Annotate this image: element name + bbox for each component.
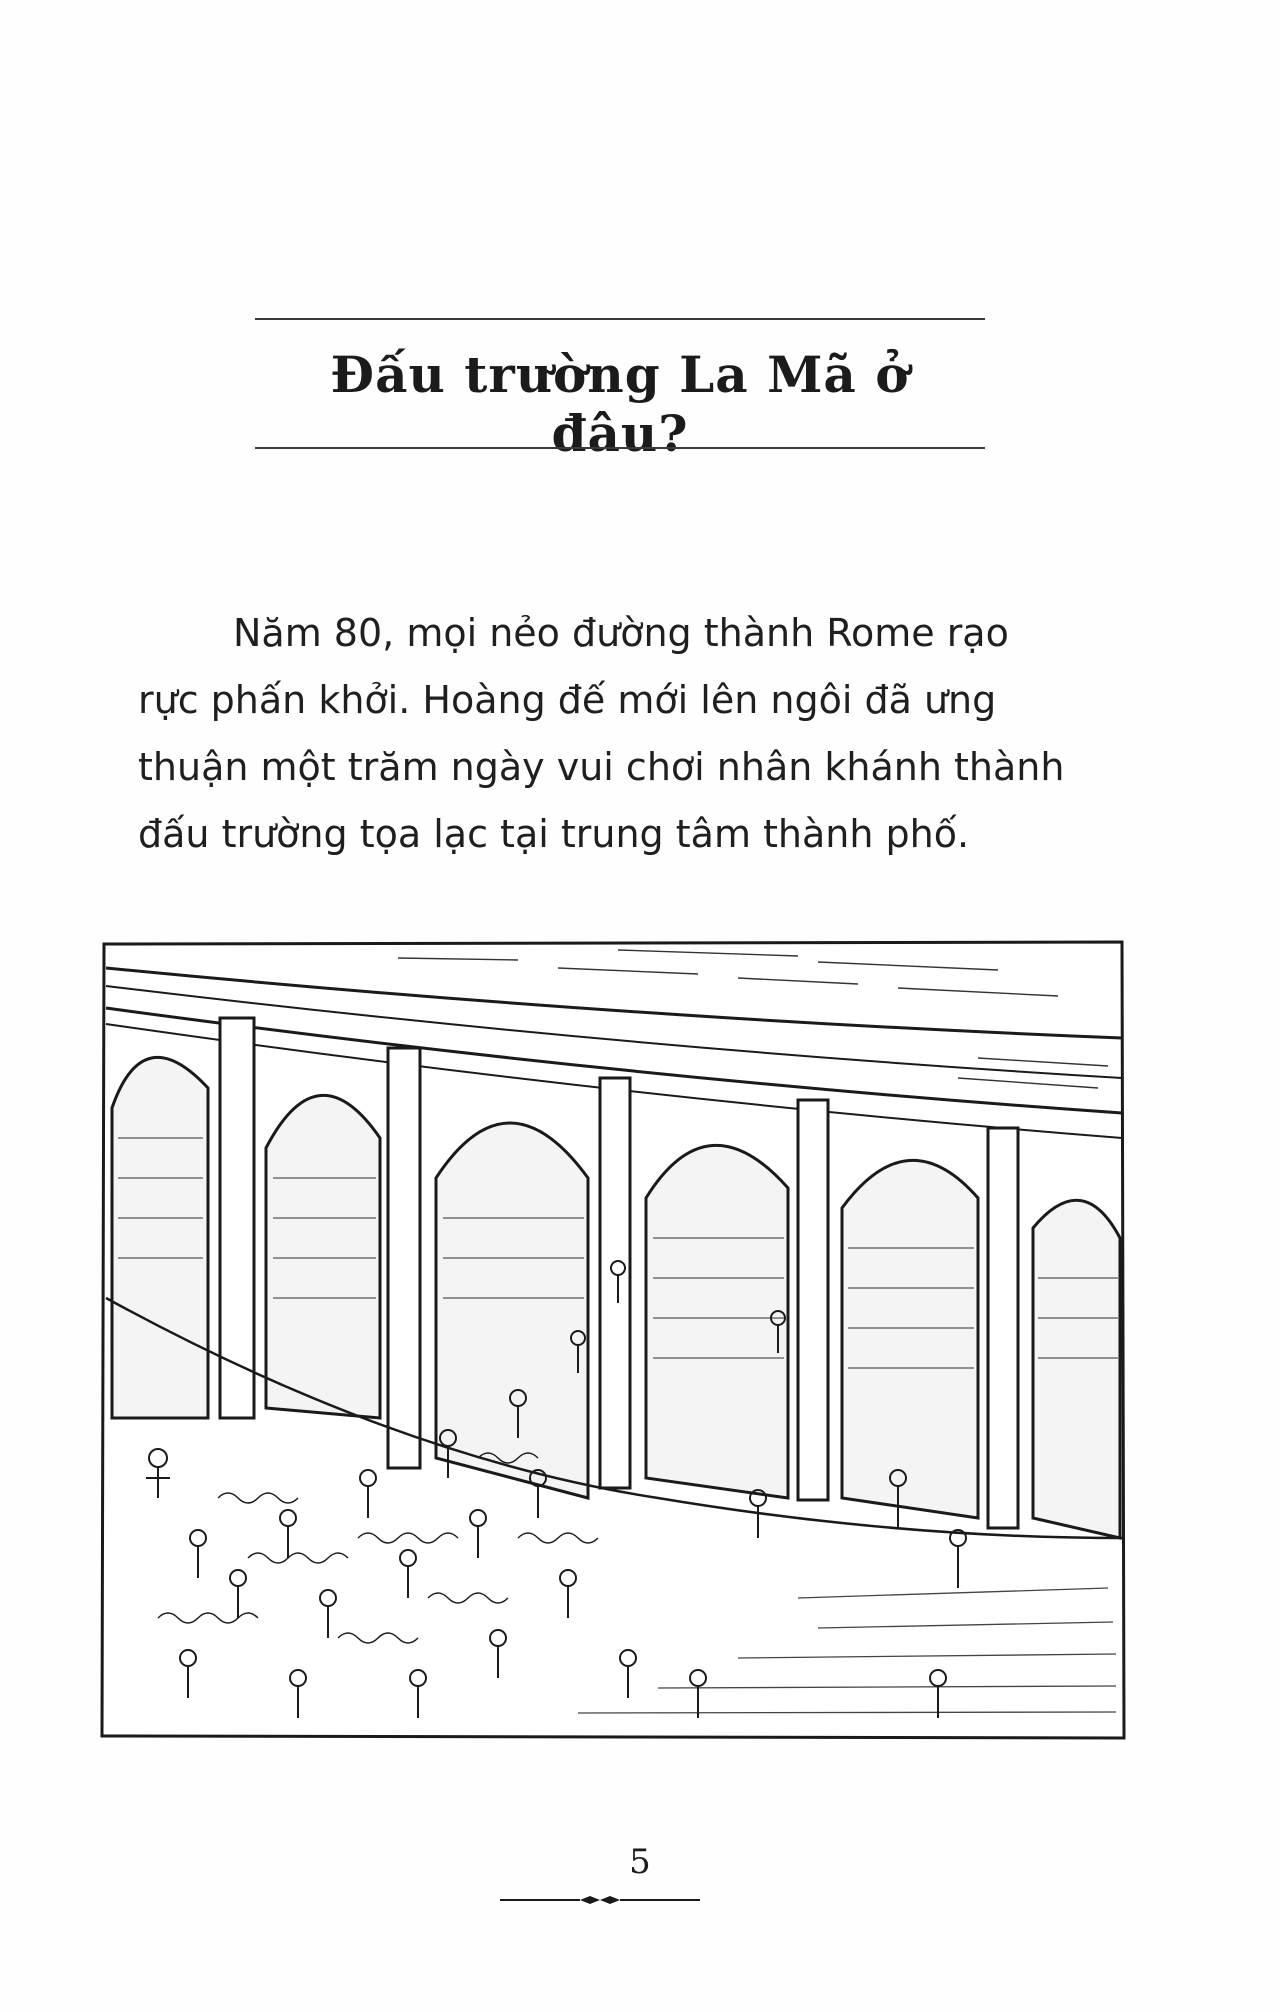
chapter-title: Đấu trường La Mã ở đâu? — [330, 345, 910, 463]
body-paragraph — [138, 600, 1086, 868]
colosseum-illustration — [98, 938, 1128, 1742]
body-line: thuận một trăm ngày vui chơi nhân khánh thành — [138, 745, 1065, 789]
title-rule-bottom — [255, 447, 985, 449]
body-line: rực phấn khởi. Hoàng đế mới lên ngôi đã ưng — [138, 678, 997, 722]
page-number-ornament — [500, 1894, 700, 1906]
title-rule-top — [255, 318, 985, 320]
page-number: 5 — [629, 1842, 651, 1882]
body-line: đấu trường tọa lạc tại trung tâm thành phố. — [138, 812, 970, 856]
body-line: Năm 80, mọi nẻo đường thành Rome rạo — [233, 611, 1009, 655]
